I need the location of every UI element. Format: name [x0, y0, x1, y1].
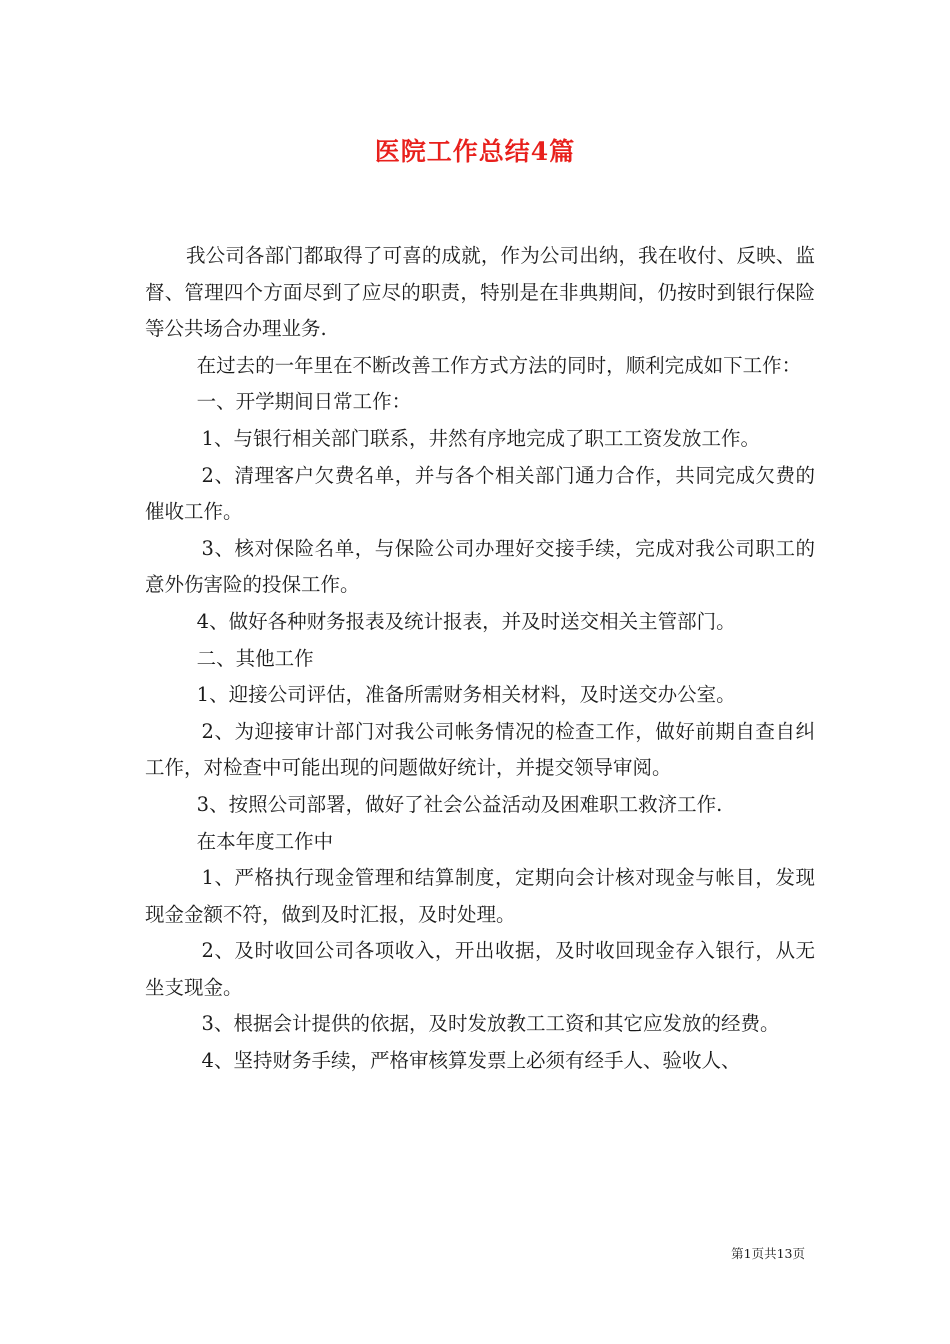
list-item-other-3: 3、按照公司部署，做好了社会公益活动及困难职工救济工作. [196, 792, 723, 816]
document-body [145, 238, 815, 1080]
section-heading-daily-work: 一、开学期间日常工作： [196, 390, 412, 414]
section-heading-other-work: 二、其他工作 [196, 646, 314, 670]
list-item-annual-3: 3、根据会计提供的依据，及时发放教工工资和其它应发放的经费。 [201, 1012, 780, 1036]
list-item-daily-4: 4、做好各种财务报表及统计报表，并及时送交相关主管部门。 [196, 609, 736, 633]
document-title: 医院工作总结4篇 [374, 137, 576, 166]
paragraph-summary: 在过去的一年里在不断改善工作方式方法的同时，顺利完成如下工作： [196, 353, 802, 377]
list-item-annual-2: 2、及时收回公司各项收入，开出收据，及时收回现金存入银行，从无坐支现金。 [145, 939, 815, 999]
section-heading-annual-work: 在本年度工作中 [196, 829, 334, 853]
list-item-annual-4: 4、坚持财务手续，严格审核算发票上必须有经手人、验收人、 [201, 1049, 741, 1073]
list-item-other-1: 1、迎接公司评估，准备所需财务相关材料，及时送交办公室。 [196, 683, 736, 707]
list-item-daily-3: 3、核对保险名单，与保险公司办理好交接手续，完成对我公司职工的意外伤害险的投保工作。 [145, 536, 815, 597]
list-item-other-2: 2、为迎接审计部门对我公司帐务情况的检查工作，做好前期自查自纠工作，对检查中可能出现的问题做好统计，并提交领导审阅。 [145, 719, 815, 780]
page-number: 第1页共13页 [731, 1246, 805, 1261]
list-item-daily-1: 1、与银行相关部门联系，井然有序地完成了职工工资发放工作。 [201, 426, 760, 450]
list-item-daily-2: 2、清理客户欠费名单，并与各个相关部门通力合作，共同完成欠费的催收工作。 [145, 463, 815, 524]
paragraph-intro: 我公司各部门都取得了可喜的成就，作为公司出纳，我在收付、反映、监督、管理四个方面尽到了应尽的职责，特别是在非典期间，仍按时到银行保险等公共场合办理业务. [145, 244, 815, 341]
list-item-annual-1: 1、严格执行现金管理和结算制度，定期向会计核对现金与帐目，发现现金金额不符，做到及时汇报，及时处理。 [145, 866, 815, 926]
